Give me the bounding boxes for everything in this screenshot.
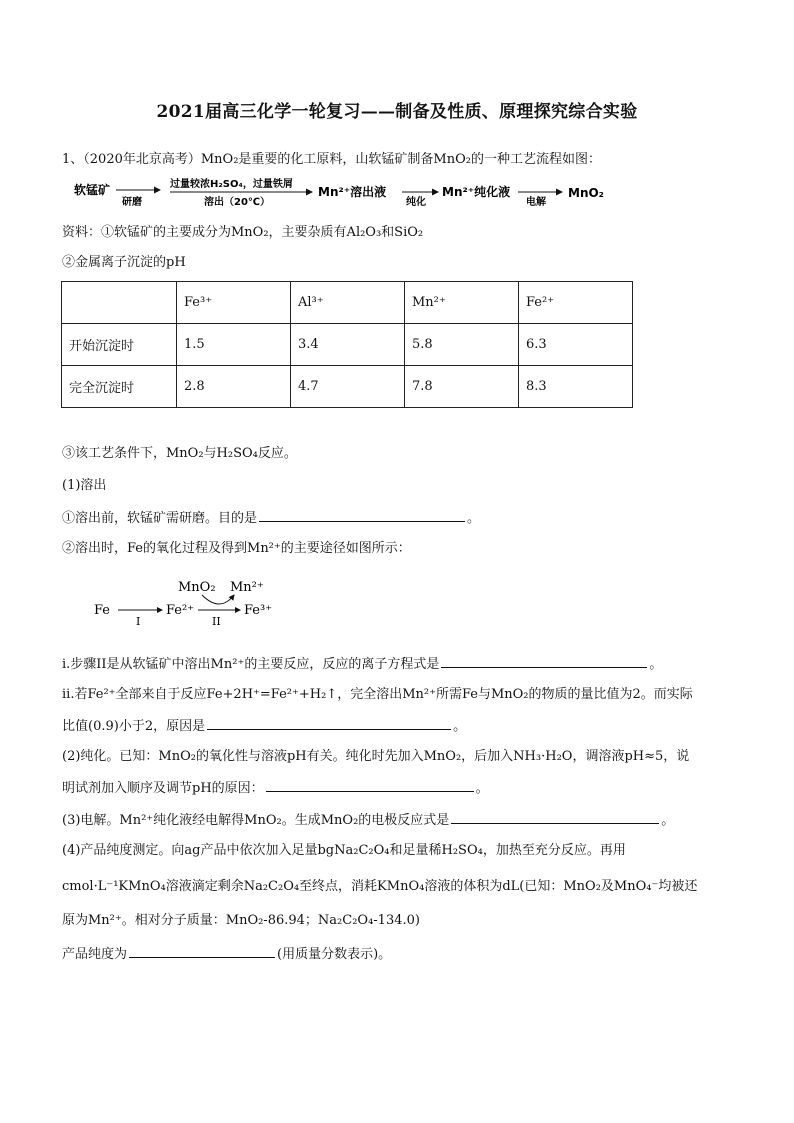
part2-text: 明试剂加入顺序及调节pH的原因： (62, 781, 264, 796)
part1-qi (62, 654, 662, 674)
flow-end: MnO₂ (568, 186, 604, 200)
table-header-cell: Fe³⁺ (177, 282, 291, 324)
flow-step3-label: 纯化 (406, 197, 426, 208)
part4-line3: 原为Mn²⁺。相对分子质量：MnO₂-86.94；Na₂C₂O₄-134.0) (62, 913, 420, 928)
part4-line2: cmol·L⁻¹KMnO₄溶液滴定剩余Na₂C₂O₄至终点，消耗KMnO₄溶液的体积为dL(已知：MnO₂及MnO₄⁻均被还 (62, 879, 698, 894)
table-row (62, 324, 633, 366)
page-title: 2021届高三化学一轮复习——制备及性质、原理探究综合实验 (156, 102, 638, 122)
answer-blank[interactable] (266, 778, 474, 792)
question-intro: 1、（2020年北京高考）MnO₂是重要的化工原料，山软锰矿制备MnO₂的一种工艺流程如图： (62, 152, 601, 167)
part1-q1-end: 。 (467, 511, 481, 526)
diagram-fe3: Fe³⁺ (244, 603, 273, 618)
flow-product2: Mn²⁺纯化液 (442, 185, 511, 199)
table-cell: 7.8 (405, 366, 519, 408)
flow-start: 软锰矿 (74, 183, 111, 197)
part1-qi-end: 。 (649, 657, 663, 672)
info-2: ②金属离子沉淀的pH (62, 255, 186, 270)
part1-q2: ②溶出时，Fe的氧化过程及得到Mn²⁺的主要途径如图所示： (62, 541, 411, 556)
flow-step2-bottom: 溶出（20℃） (204, 197, 271, 208)
answer-blank[interactable] (129, 944, 275, 958)
part1-q1 (62, 508, 480, 528)
table-cell: 5.8 (405, 324, 519, 366)
oxidation-diagram (90, 573, 290, 633)
part1-heading: (1)溶出 (62, 478, 107, 493)
part1-qii-line1: ii.若Fe²⁺全部来自于反应Fe+2H⁺=Fe²⁺+H₂↑，完全溶出Mn²⁺所需Fe与MnO₂的物质的量比值为2。而实际 (62, 687, 693, 702)
table-cell: 6.3 (519, 324, 633, 366)
process-flow (74, 178, 614, 212)
diagram-step-i: I (136, 615, 141, 628)
part1-qii-end: 。 (453, 719, 467, 734)
part2-line2 (62, 778, 489, 798)
table-header-row (62, 282, 633, 324)
part4-end: (用质量分数表示)。 (277, 947, 392, 962)
part1-q1-text: ①溶出前，软锰矿需研磨。目的是 (62, 511, 258, 526)
flow-product1: Mn²⁺溶出液 (318, 185, 387, 199)
diagram-fe: Fe (94, 603, 111, 618)
oxidation-diagram-svg (90, 573, 290, 633)
diagram-mno2: MnO₂ (178, 580, 216, 595)
part4-text: 产品纯度为 (62, 947, 128, 962)
answer-blank[interactable] (207, 716, 451, 730)
table-header-cell: Al³⁺ (291, 282, 405, 324)
table-cell: 1.5 (177, 324, 291, 366)
diagram-step-ii: II (212, 615, 221, 628)
part4-line4 (62, 944, 391, 964)
part3 (62, 810, 674, 830)
part2-line1: (2)纯化。已知：MnO₂的氧化性与溶液pH有关。纯化时先加入MnO₂，后加入NH₃·H₂O，调溶液pH≈5，说 (62, 749, 690, 764)
part2-end: 。 (475, 781, 489, 796)
table-cell: 开始沉淀时 (62, 324, 177, 366)
part1-qii-line2 (62, 716, 466, 736)
table-header-cell: Mn²⁺ (405, 282, 519, 324)
table-cell: 4.7 (291, 366, 405, 408)
table-cell: 8.3 (519, 366, 633, 408)
flow-step4-label: 电解 (526, 197, 546, 208)
diagram-curved-arrow (202, 595, 234, 604)
part4-line1: (4)产品纯度测定。向ag产品中依次加入足量bgNa₂C₂O₄和足量稀H₂SO₄，加热至充分反应。再用 (62, 843, 626, 858)
diagram-fe2: Fe²⁺ (166, 603, 195, 618)
part1-qii-text: 比值(0.9)小于2，原因是 (62, 719, 206, 734)
answer-blank[interactable] (259, 508, 465, 522)
part3-end: 。 (661, 813, 675, 828)
info-1: 资料：①软锰矿的主要成分为MnO₂，主要杂质有Al₂O₃和SiO₂ (62, 225, 424, 240)
answer-blank[interactable] (451, 810, 659, 824)
table-header-cell: Fe²⁺ (519, 282, 633, 324)
part3-text: (3)电解。Mn²⁺纯化液经电解得MnO₂。生成MnO₂的电极反应式是 (62, 813, 450, 828)
table-cell: 完全沉淀时 (62, 366, 177, 408)
table-cell: 3.4 (291, 324, 405, 366)
diagram-mn2: Mn²⁺ (230, 580, 264, 595)
part1-qi-text: i.步骤II是从软锰矿中溶出Mn²⁺的主要反应，反应的离子方程式是 (62, 657, 440, 672)
flow-step2-top: 过量较浓H₂SO₄，过量铁屑 (170, 179, 293, 190)
table-header-cell (62, 282, 177, 324)
table-row (62, 366, 633, 408)
ph-table (61, 281, 633, 408)
answer-blank[interactable] (441, 654, 647, 668)
flow-step1-label: 研磨 (122, 197, 142, 208)
table-cell: 2.8 (177, 366, 291, 408)
info-3: ③该工艺条件下，MnO₂与H₂SO₄反应。 (62, 446, 297, 461)
process-flow-svg (74, 178, 614, 212)
